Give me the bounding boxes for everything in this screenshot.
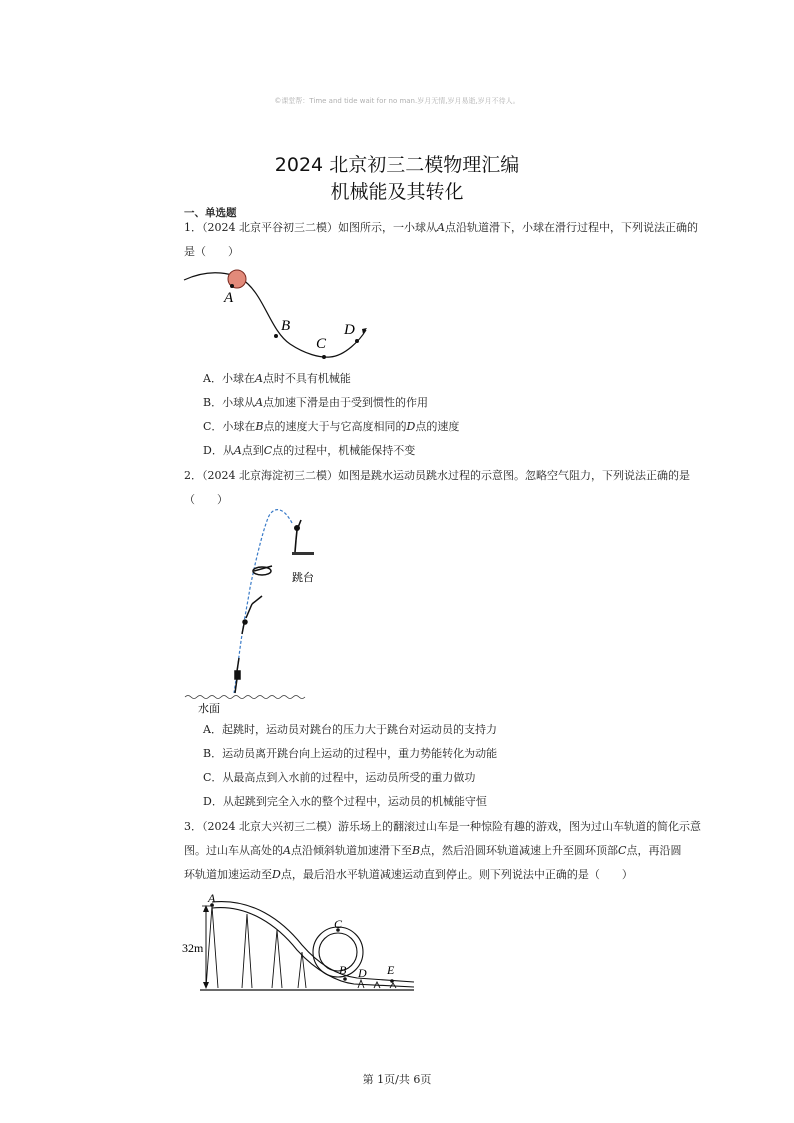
diver-entry-icon bbox=[235, 658, 240, 693]
label-e: E bbox=[387, 963, 395, 977]
page-subtitle: 机械能及其转化 bbox=[330, 181, 464, 203]
diver-takeoff-icon bbox=[295, 520, 301, 552]
label-a: A bbox=[224, 290, 234, 306]
page-footer: 第 1页/共 6页 bbox=[362, 1073, 432, 1086]
diver-falling-icon bbox=[242, 596, 262, 634]
water-surface bbox=[185, 696, 305, 699]
q2-option-a: A．起跳时，运动员对跳台的压力大于跳台对运动员的支持力 bbox=[203, 723, 497, 736]
support-pillars bbox=[206, 906, 396, 988]
trajectory-dashed bbox=[234, 510, 292, 693]
label-b: B bbox=[281, 318, 291, 334]
loop-inner bbox=[319, 933, 357, 971]
height-label: 32m bbox=[182, 941, 204, 955]
point-c-dot bbox=[322, 355, 326, 359]
diving-figure bbox=[182, 508, 322, 718]
diver-tuck-icon bbox=[253, 566, 272, 575]
point-d-dot bbox=[355, 339, 359, 343]
q1-option-d: D．从A点到C点的过程中，机械能保持不变 bbox=[203, 444, 416, 457]
q2-option-c: C．从最高点到入水前的过程中，运动员所受的重力做功 bbox=[203, 771, 476, 784]
question-1-stem: 1．（2024 北京平谷初三二模）如图所示，一小球从A点沿轨道滑下，小球在滑行过程中，下列说法正确的 是（ ） bbox=[184, 221, 698, 258]
label-c: C bbox=[316, 336, 327, 352]
label-d: D bbox=[344, 322, 355, 338]
question-2-stem: 2．（2024 北京海淀初三二模）如图是跳水运动员跳水过程的示意图。忽略空气阻力，下列说法正确的是 （ ） bbox=[184, 469, 690, 506]
q1-option-b: B．小球从A点加速下滑是由于受到惯性的作用 bbox=[203, 396, 429, 409]
watermark-text: ©课堂帮：Time and tide wait for no man.岁月无情,岁月易逝,岁月不待人。 bbox=[274, 97, 520, 105]
label-platform: 跳台 bbox=[292, 571, 314, 584]
q1-option-c: C．小球在B点的速度大于与它高度相同的D点的速度 bbox=[203, 420, 460, 433]
question-3-stem: 3．（2024 北京大兴初三二模）游乐场上的翻滚过山车是一种惊险有趣的游戏，图为过山车轨道的简化示意 图。过山车从高处的A点沿倾斜轨道加速滑下至B点，然后沿圆环轨道减速上升至圆环顶部C点，再沿圆 环轨道加速运动至D点，最后沿水平轨道减速运动直到停止。则下列说法中正确的是（ ） bbox=[184, 820, 701, 881]
label-water: 水面 bbox=[198, 702, 220, 715]
label-a: A bbox=[208, 891, 216, 905]
q1-option-a: A．小球在A点时不具有机械能 bbox=[203, 372, 351, 385]
q2-option-d: D．从起跳到完全入水的整个过程中，运动员的机械能守恒 bbox=[203, 795, 487, 808]
label-d: D bbox=[358, 966, 367, 980]
loop-outer bbox=[313, 927, 363, 977]
point-b-dot bbox=[274, 334, 278, 338]
track-curve bbox=[184, 273, 366, 357]
q2-option-b: B．运动员离开跳台向上运动的过程中，重力势能转化为动能 bbox=[203, 747, 498, 760]
track-outer bbox=[212, 902, 414, 982]
section-heading: 一、单选题 bbox=[184, 207, 237, 219]
point-e-dot bbox=[390, 979, 394, 983]
platform bbox=[292, 552, 314, 555]
rollercoaster-figure bbox=[182, 890, 422, 1000]
point-b-dot bbox=[343, 977, 347, 981]
label-b: B bbox=[339, 963, 347, 977]
track-figure bbox=[180, 262, 380, 362]
point-a-dot bbox=[230, 284, 234, 288]
page-title: 2024 北京初三二模物理汇编 bbox=[274, 154, 520, 176]
label-c: C bbox=[334, 917, 343, 931]
